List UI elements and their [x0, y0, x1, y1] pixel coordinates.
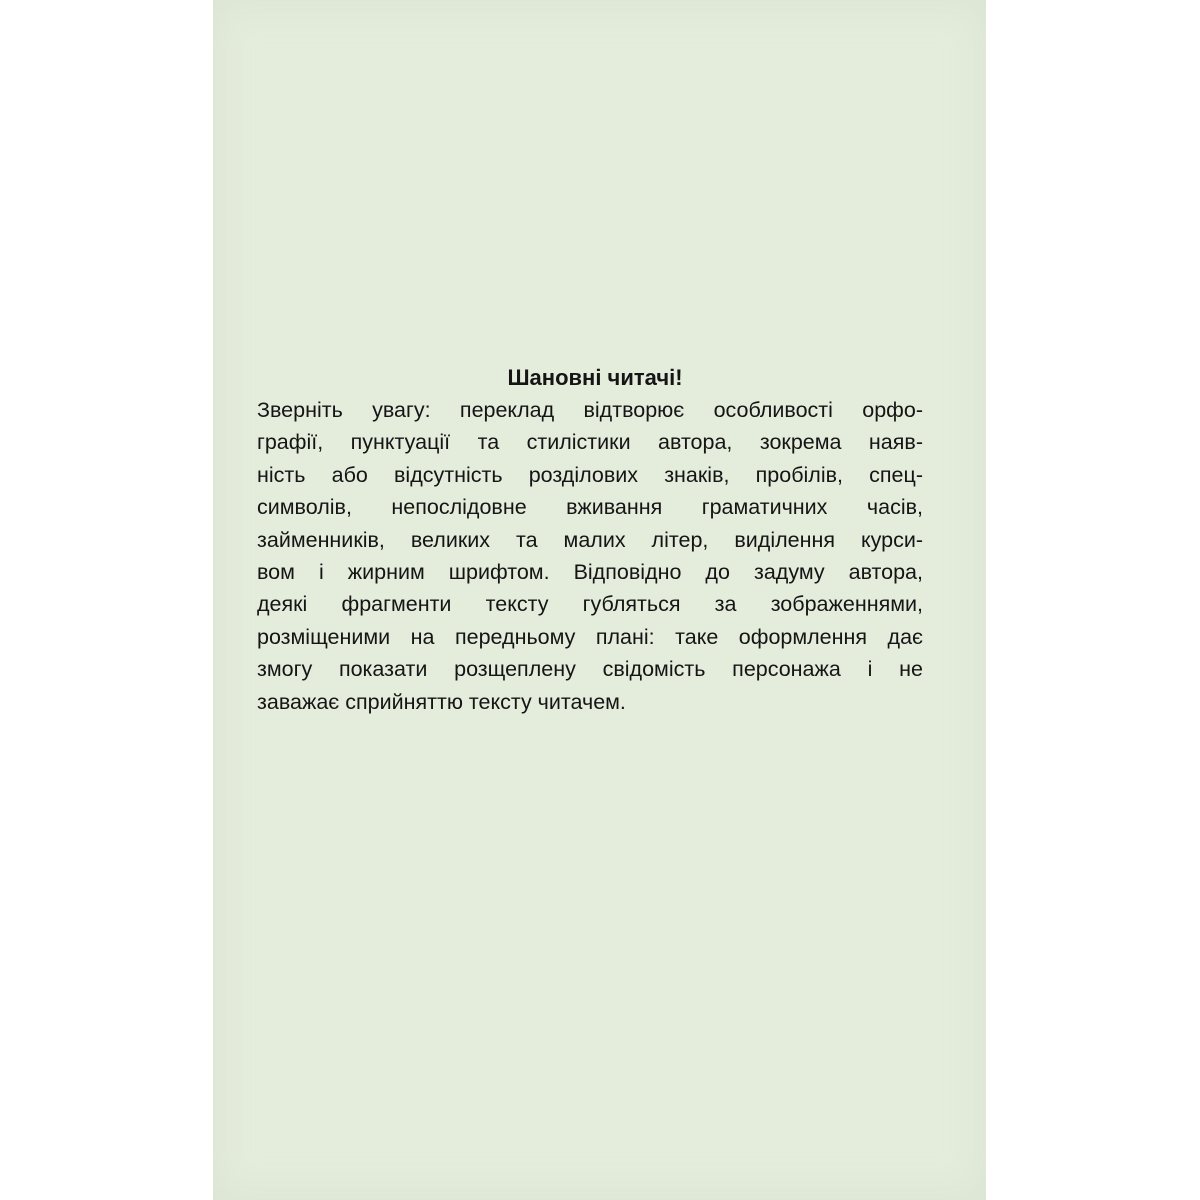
reader-notice — [257, 362, 923, 718]
notice-line: символів, непослідовне вживання граматичних часів, — [257, 495, 923, 520]
notice-line: вом і жирним шрифтом. Відповідно до задуму автора, — [257, 560, 923, 585]
notice-line: деякі фрагменти тексту губляться за зображеннями, — [257, 592, 923, 617]
notice-line: графії, пунктуації та стилістики автора, зокрема наяв- — [257, 430, 923, 455]
notice-heading: Шановні читачі! — [507, 365, 683, 390]
book-page — [213, 0, 986, 1200]
notice-line: змогу показати розщеплену свідомість персонажа і не — [257, 657, 923, 682]
notice-line: займенників, великих та малих літер, виділення курси- — [257, 527, 923, 552]
notice-line: ність або відсутність розділових знаків, пробілів, спец- — [257, 462, 923, 487]
notice-line: заважає сприйняттю тексту читачем. — [257, 689, 626, 714]
notice-line: розміщеними на передньому плані: таке оформлення дає — [257, 624, 923, 649]
notice-line: Зверніть увагу: переклад відтворює особливості орфо- — [257, 398, 923, 422]
